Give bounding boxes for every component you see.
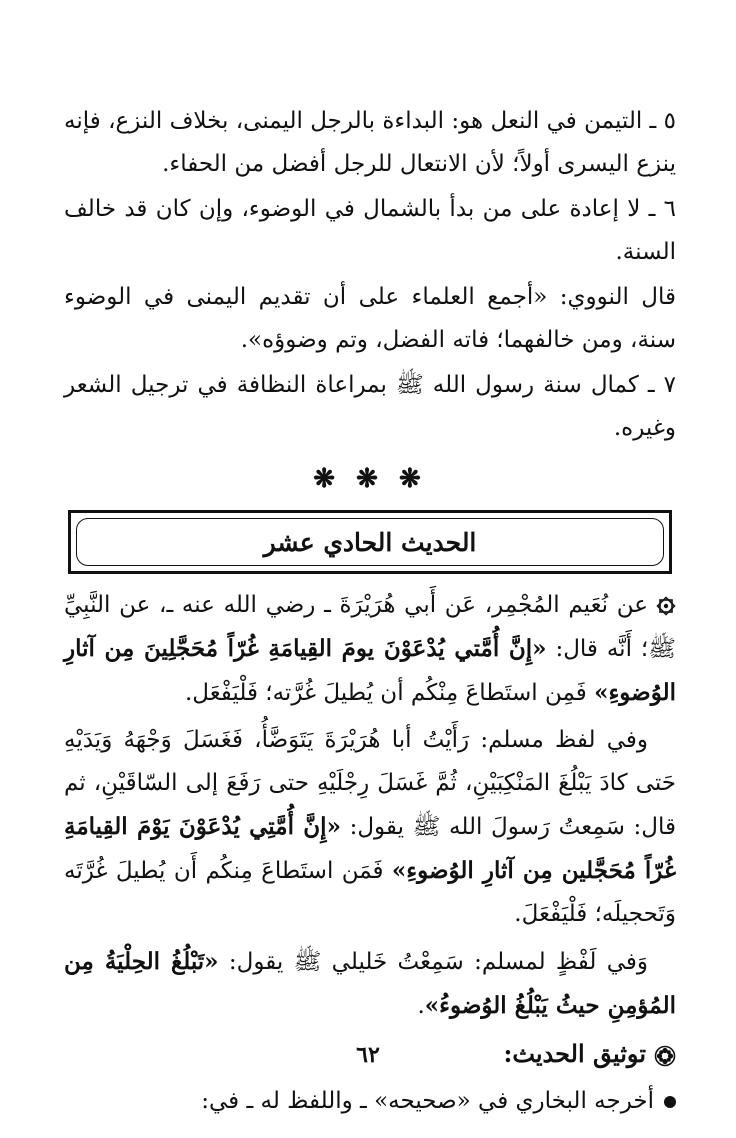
page-body (64, 100, 676, 1127)
hadith-ending: فَمِن استَطاعَ مِنْكُم أن يُطيلَ غُرَّته؛ فَلْيَفْعَل. (184, 680, 595, 706)
paragraph-point-6: ٦ ـ لا إعادة على من بدأ بالشمال في الوضوء، وإن كان قد خالف السنة. (64, 196, 676, 265)
muslim-narration-1-quote: «إِنَّ أُمَّتِي يُدْعَوْنَ يَوْمَ القِيامَةِ غُرّاً مُحَجَّلين مِن آثارِ الوُضوءِ» (64, 813, 676, 884)
page-number: ٦٢ (356, 1042, 380, 1068)
paragraph-point-7: ٧ ـ كمال سنة رسول الله ﷺ بمراعاة النظافة في ترجيل الشعر وغيره. (64, 372, 676, 441)
muslim-narration-2-end: . (417, 993, 425, 1019)
takhrij-bullet-item (64, 1080, 676, 1123)
muslim-narration-1-text: وفي لفظ مسلم: رَأَيْتُ أبا هُرَيْرَةَ يَتَوَضَّأُ، فَغَسَلَ وَجْهَهُ وَيَدَيْهِ حَتى كادَ يَبْلُغَ المَنْكِبَيْنِ، ثُمَّ غَسَلَ رِجْلَيْهِ حتى رَفَعَ إلى السّاقَيْنِ، ثم قال: سَمِعتُ رَسولَ الله ﷺ يقول: (64, 727, 676, 840)
hadith-title-frame (68, 510, 672, 574)
section-heading-text: توثيق الحديث: (503, 1039, 646, 1068)
hadith-text (64, 584, 676, 715)
section-separator: ❋ ❋ ❋ (313, 464, 427, 494)
muslim-narration-2-quote: «تَبْلُغُ الحِلْيَةُ مِن المُؤمِنِ حيثُ يَبْلُغُ الوُضوءُ» (64, 948, 676, 1019)
bullet-dot-icon (664, 1096, 676, 1108)
hadith-intro: عن نُعَيم المُجْمِر، عَن أَبي هُرَيْرَةَ ـ رضي الله عنه ـ، عن النَّبِيِّ ﷺ؛ أَنَّه قال: (64, 592, 676, 662)
hadith-title: الحديث الحادي عشر (76, 518, 664, 566)
paragraph-point-5: ٥ ـ التيمن في النعل هو: البداءة بالرجل اليمنى، بخلاف النزع، فإنه ينزع اليسرى أولاً؛ لأن الانتعال للرجل أفضل من الحفاء. (64, 108, 676, 177)
diamond-star-icon (656, 596, 676, 616)
muslim-narration-1 (64, 719, 676, 936)
muslim-narration-1-end: فَمَن استَطاعَ مِنكُم أَن يُطيلَ غُرَّتَه وَتَحجيلَه؛ فَلْيَفْعَلَ. (64, 858, 676, 927)
hadith-quote: «إِنَّ أُمَّتي يُدْعَوْنَ يومَ القِيامَةِ غُرّاً مُحَجَّلِينَ مِن آثارِ الوُضوءِ» (64, 635, 676, 706)
muslim-narration-2-text: وَفي لَفْظٍ لمسلم: سَمِعْتُ خَليلي ﷺ يقول: (218, 949, 648, 975)
paragraph-nawawi-quote: قال النووي: «أجمع العلماء على أن تقديم اليمنى في الوضوء سنة، ومن خالفهما؛ فاته الفضل، وتم وضوؤه». (64, 284, 676, 353)
takhrij-bullet-text: أخرجه البخاري في «صحيحه» ـ واللفظ له ـ في: (201, 1088, 654, 1114)
muslim-narration-2 (64, 940, 676, 1028)
